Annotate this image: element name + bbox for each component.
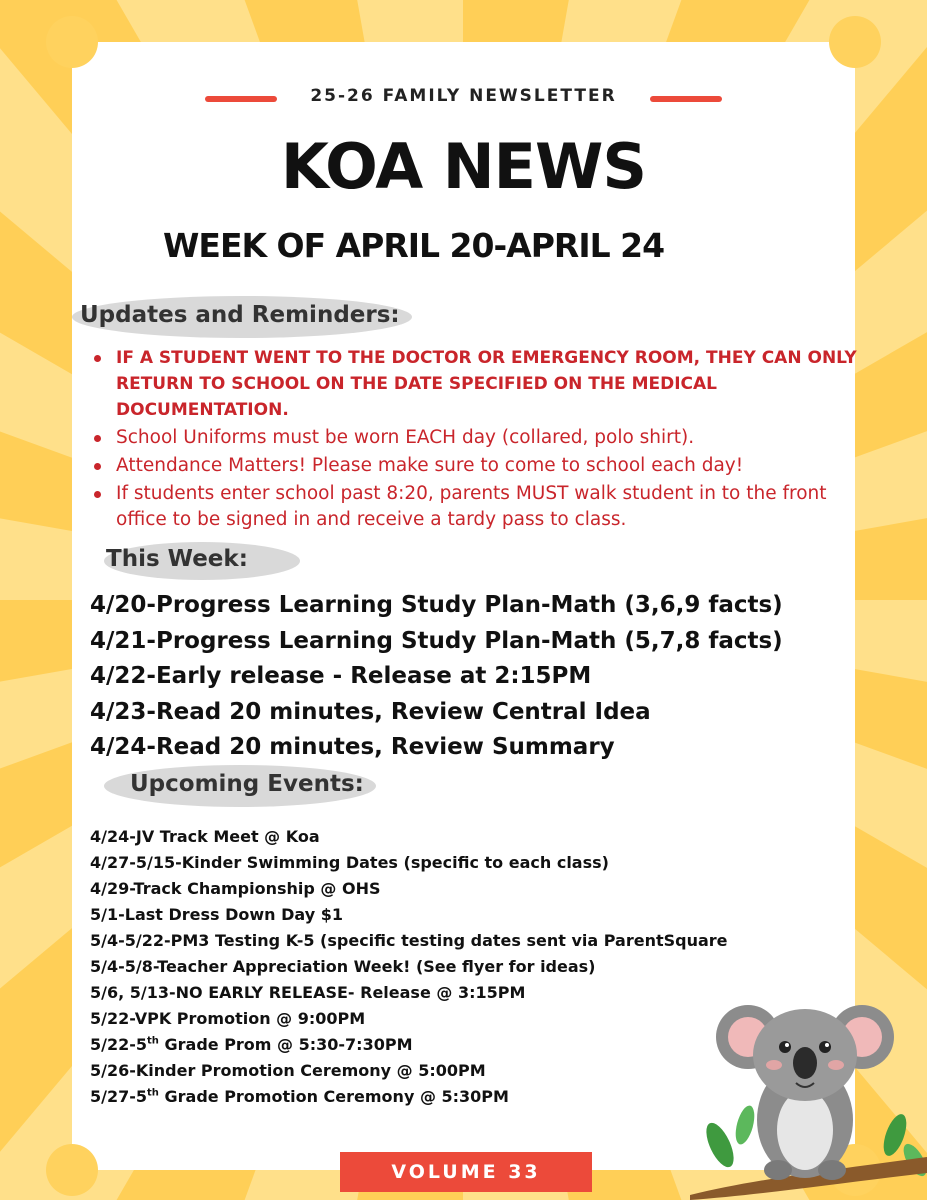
newsletter-kicker: 25-26 FAMILY NEWSLETTER <box>310 86 617 106</box>
this-week-item: 4/20-Progress Learning Study Plan-Math (3,6,9 facts) <box>90 592 783 618</box>
this-week-item: 4/23-Read 20 minutes, Review Central Idea <box>90 698 651 725</box>
update-item-uniforms: School Uniforms must be worn EACH day (collared, polo shirt). <box>92 425 862 451</box>
event-item: 5/4-5/22-PM3 Testing K-5 (specific testing dates sent via ParentSquare <box>90 931 728 950</box>
card-corner-notch <box>46 1144 98 1196</box>
events-heading-pill <box>104 765 376 807</box>
card-corner-notch <box>46 16 98 68</box>
event-prom-ordinal: th <box>147 1035 159 1047</box>
update-item-attendance: Attendance Matters! Please make sure to come to school each day! <box>92 453 862 479</box>
event-item: 5/6, 5/13-NO EARLY RELEASE- Release @ 3:15PM <box>90 983 526 1002</box>
event-item: 4/27-5/15-Kinder Swimming Dates (specific to each class) <box>90 853 609 872</box>
update-item-tardy: If students enter school past 8:20, parents MUST walk student in to the front office to be signed in and receive a tardy pass to class. <box>92 481 862 533</box>
event-fifth-ordinal: th <box>147 1087 159 1099</box>
event-item: 4/24-JV Track Meet @ Koa <box>90 827 320 846</box>
update-item-medical: IF A STUDENT WENT TO THE DOCTOR OR EMERGENCY ROOM, THEY CAN ONLY RETURN TO SCHOOL ON THE DATE SPECIFIED ON THE MEDICAL DOCUMENTATION. <box>92 345 862 423</box>
event-fifth-date: 5/27-5 <box>90 1087 148 1106</box>
this-week-item: 4/22-Early release - Release at 2:15PM <box>90 663 592 689</box>
this-week-heading-pill <box>104 542 300 580</box>
event-item: 5/4-5/8-Teacher Appreciation Week! (See flyer for ideas) <box>90 957 596 976</box>
updates-heading-pill <box>72 296 412 338</box>
volume-badge: VOLUME 33 <box>340 1152 592 1192</box>
event-prom-date: 5/22-5 <box>90 1035 148 1054</box>
updates-list <box>92 345 862 535</box>
this-week-heading: This Week: <box>106 546 248 572</box>
event-item: 5/26-Kinder Promotion Ceremony @ 5:00PM <box>90 1061 486 1080</box>
newsletter-title: KOA NEWS <box>280 130 647 203</box>
koala-illustration <box>690 985 927 1200</box>
events-heading: Upcoming Events: <box>130 771 364 797</box>
this-week-list <box>90 588 850 766</box>
event-item: 5/22-VPK Promotion @ 9:00PM <box>90 1009 366 1028</box>
card-corner-notch <box>829 16 881 68</box>
event-prom-rest: Grade Prom @ 5:30-7:30PM <box>158 1035 413 1054</box>
week-heading: WEEK OF APRIL 20-APRIL 24 <box>163 226 665 265</box>
updates-heading: Updates and Reminders: <box>80 302 400 328</box>
this-week-item: 4/24-Read 20 minutes, Review Summary <box>90 734 615 760</box>
event-fifth-rest: Grade Promotion Ceremony @ 5:30PM <box>158 1087 509 1106</box>
this-week-item: 4/21-Progress Learning Study Plan-Math (5,7,8 facts) <box>90 627 783 654</box>
event-item: 5/1-Last Dress Down Day $1 <box>90 905 343 924</box>
event-item: 4/29-Track Championship @ OHS <box>90 879 381 898</box>
